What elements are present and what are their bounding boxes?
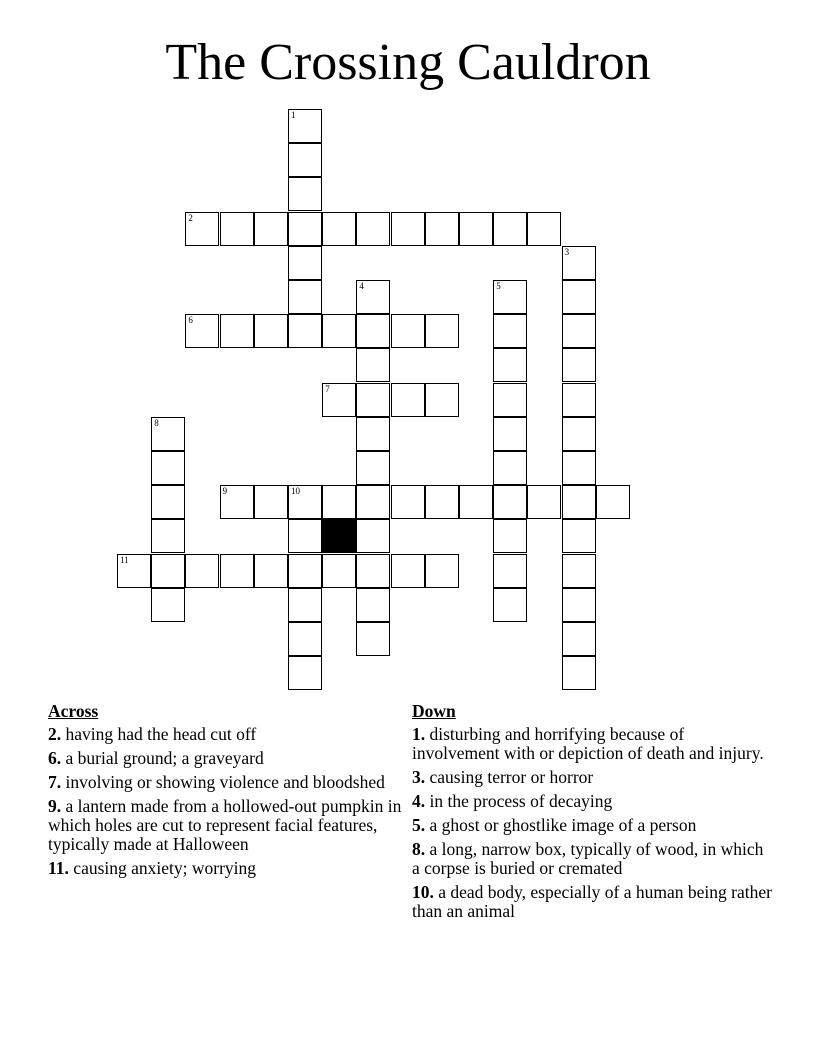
grid-cell[interactable] <box>356 554 390 588</box>
grid-cell[interactable] <box>493 588 527 622</box>
clue-number: 8. <box>412 839 426 859</box>
grid-cell[interactable] <box>425 485 459 519</box>
clue-number: 9. <box>48 796 62 816</box>
grid-cell[interactable] <box>527 212 561 246</box>
grid-cell[interactable] <box>562 451 596 485</box>
grid-cell[interactable] <box>459 212 493 246</box>
cell-number: 6 <box>188 315 193 326</box>
clue-text: in the process of decaying <box>429 791 613 811</box>
grid-cell[interactable] <box>356 212 390 246</box>
across-clue <box>48 859 408 878</box>
grid-cell[interactable] <box>356 314 390 348</box>
down-clues <box>412 702 772 926</box>
shaded-cell <box>322 519 356 553</box>
cell-number: 3 <box>564 246 570 257</box>
grid-cell[interactable] <box>493 348 527 382</box>
grid-cell[interactable] <box>117 554 151 588</box>
grid-cell[interactable] <box>425 212 459 246</box>
grid-cell[interactable] <box>391 383 425 417</box>
grid-cell[interactable] <box>288 109 322 143</box>
grid-cell[interactable] <box>425 383 459 417</box>
clue-number: 7. <box>48 772 62 792</box>
clue-text: a lantern made from a hollowed-out pumpkin in which holes are cut to represent facial features, typically made at Halloween <box>48 796 402 854</box>
grid-cell[interactable] <box>596 485 630 519</box>
grid-cell[interactable] <box>493 417 527 451</box>
grid-cell[interactable] <box>151 451 185 485</box>
grid-cell[interactable] <box>151 417 185 451</box>
across-clue <box>48 749 408 768</box>
down-clue <box>412 883 772 921</box>
cell-number: 7 <box>325 383 330 394</box>
grid-cell[interactable] <box>288 485 322 519</box>
grid-cell[interactable] <box>185 314 219 348</box>
clue-text: a ghost or ghostlike image of a person <box>429 815 697 835</box>
grid-cell[interactable] <box>151 519 185 553</box>
cell-number: 11 <box>120 554 129 565</box>
clue-number: 4. <box>412 791 426 811</box>
grid-cell[interactable] <box>288 622 322 656</box>
grid-cell[interactable] <box>151 588 185 622</box>
grid-cell[interactable] <box>356 519 390 553</box>
clue-text: disturbing and horrifying because of involvement with or depiction of death and injury. <box>412 724 764 763</box>
grid-cell[interactable] <box>356 622 390 656</box>
grid-cell[interactable] <box>220 314 254 348</box>
grid-cell[interactable] <box>288 519 322 553</box>
across-clue <box>48 773 408 792</box>
cell-number: 10 <box>291 486 300 497</box>
grid-cell[interactable] <box>562 554 596 588</box>
cell-number: 5 <box>496 281 501 291</box>
clue-text: having had the head cut off <box>65 724 257 744</box>
clue-number: 6. <box>48 748 62 768</box>
grid-cell[interactable] <box>322 383 356 417</box>
grid-cell[interactable] <box>356 451 390 485</box>
down-clue <box>412 816 772 835</box>
grid-cell[interactable] <box>254 485 288 519</box>
grid-cell[interactable] <box>562 656 596 690</box>
grid-cell[interactable] <box>562 485 596 519</box>
grid-cell[interactable] <box>493 383 527 417</box>
cell-number: 9 <box>222 486 228 497</box>
grid-cell[interactable] <box>562 383 596 417</box>
grid-cell[interactable] <box>527 485 561 519</box>
grid-cell[interactable] <box>288 177 322 211</box>
grid-cell[interactable] <box>493 519 527 553</box>
grid-cell[interactable] <box>391 314 425 348</box>
grid-cell[interactable] <box>493 280 527 314</box>
grid-cell[interactable] <box>562 622 596 656</box>
grid-cell[interactable] <box>322 314 356 348</box>
clue-number: 3. <box>412 767 426 787</box>
grid-cell[interactable] <box>356 588 390 622</box>
grid-cell[interactable] <box>288 212 322 246</box>
cell-number: 2 <box>188 212 193 223</box>
down-clue <box>412 792 772 811</box>
grid-cell[interactable] <box>562 246 596 280</box>
clue-number: 2. <box>48 724 62 744</box>
grid-cell[interactable] <box>459 485 493 519</box>
grid-cell[interactable] <box>151 485 185 519</box>
grid-cell[interactable] <box>425 554 459 588</box>
grid-cell[interactable] <box>322 485 356 519</box>
across-clue <box>48 797 408 854</box>
grid-cell[interactable] <box>391 212 425 246</box>
cell-number: 4 <box>359 281 364 291</box>
grid-cell[interactable] <box>356 383 390 417</box>
grid-cell[interactable] <box>220 485 254 519</box>
grid-cell[interactable] <box>185 212 219 246</box>
down-heading: Down <box>412 701 456 721</box>
grid-cell[interactable] <box>356 348 390 382</box>
grid-cell[interactable] <box>493 485 527 519</box>
grid-cell[interactable] <box>562 348 596 382</box>
grid-cell[interactable] <box>254 554 288 588</box>
grid-cell[interactable] <box>288 588 322 622</box>
cell-number: 8 <box>154 417 159 428</box>
across-clues <box>48 702 408 883</box>
grid-cell[interactable] <box>562 519 596 553</box>
grid-cell[interactable] <box>288 280 322 314</box>
grid-cell[interactable] <box>151 554 185 588</box>
grid-cell[interactable] <box>562 417 596 451</box>
grid-cell[interactable] <box>562 588 596 622</box>
grid-cell[interactable] <box>493 212 527 246</box>
clue-text: involving or showing violence and bloodshed <box>65 772 385 792</box>
across-heading: Across <box>48 701 99 721</box>
clue-text: a dead body, especially of a human being rather than an animal <box>412 882 772 921</box>
grid-cell[interactable] <box>391 485 425 519</box>
grid-cell[interactable] <box>425 314 459 348</box>
cell-number: 1 <box>291 110 296 120</box>
down-clue <box>412 840 772 878</box>
grid-cell[interactable] <box>220 212 254 246</box>
grid-cell[interactable] <box>493 451 527 485</box>
grid-cell[interactable] <box>391 554 425 588</box>
grid-cell[interactable] <box>185 554 219 588</box>
grid-cell[interactable] <box>493 554 527 588</box>
clue-number: 5. <box>412 815 426 835</box>
grid-cell[interactable] <box>288 554 322 588</box>
clue-text: a burial ground; a graveyard <box>65 748 264 768</box>
grid-cell[interactable] <box>288 656 322 690</box>
clue-text: causing terror or horror <box>429 767 594 787</box>
grid-cell[interactable] <box>562 314 596 348</box>
grid-cell[interactable] <box>220 554 254 588</box>
grid-cell[interactable] <box>288 246 322 280</box>
down-clue <box>412 725 772 763</box>
grid-cell[interactable] <box>356 280 390 314</box>
grid-cell[interactable] <box>356 485 390 519</box>
clue-number: 1. <box>412 724 426 744</box>
across-clue-list <box>48 725 408 878</box>
grid-cell[interactable] <box>493 314 527 348</box>
down-clue <box>412 768 772 787</box>
clue-text: a long, narrow box, typically of wood, in which a corpse is buried or cremated <box>412 839 764 878</box>
puzzle-title: The Crossing Cauldron <box>165 34 651 91</box>
grid-cell[interactable] <box>254 212 288 246</box>
grid-cell[interactable] <box>288 143 322 177</box>
down-clue-list <box>412 725 772 921</box>
across-clue <box>48 725 408 744</box>
grid-cell[interactable] <box>322 554 356 588</box>
clue-number: 11. <box>48 858 69 878</box>
grid-cell[interactable] <box>356 417 390 451</box>
clue-number: 10. <box>412 882 434 902</box>
grid-cell[interactable] <box>322 212 356 246</box>
grid-cell[interactable] <box>288 314 322 348</box>
grid-cell[interactable] <box>562 280 596 314</box>
clue-text: causing anxiety; worrying <box>73 858 257 878</box>
grid-cell[interactable] <box>254 314 288 348</box>
